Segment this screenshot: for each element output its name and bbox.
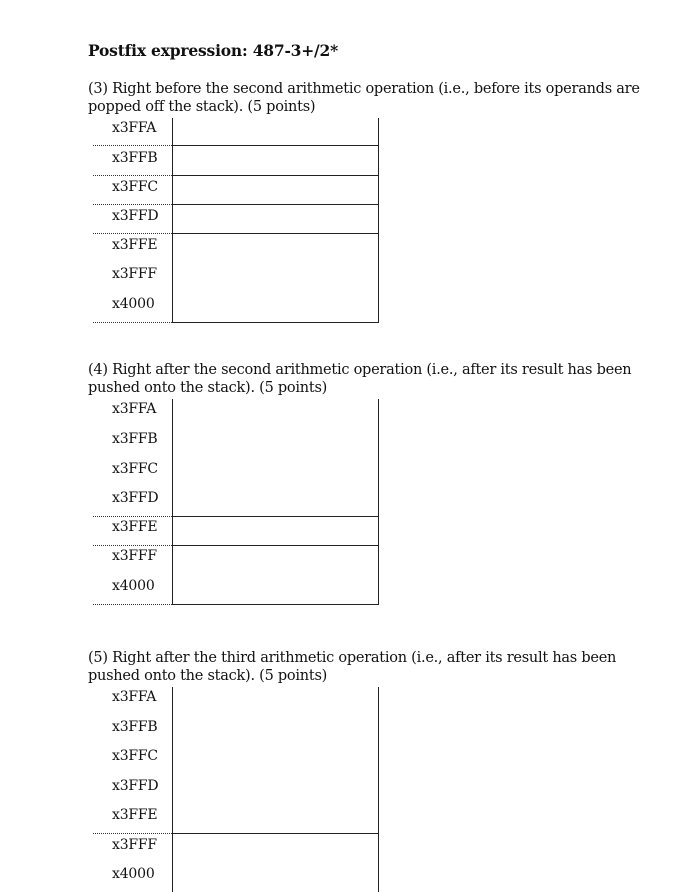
address-label: x4000 bbox=[112, 578, 155, 594]
cell-border-left bbox=[172, 687, 173, 892]
cell-divider bbox=[172, 204, 379, 205]
address-label: x3FFA bbox=[112, 120, 157, 136]
dotted-divider bbox=[93, 145, 172, 146]
address-label: x3FFF bbox=[112, 548, 157, 564]
address-label: x3FFB bbox=[112, 150, 158, 166]
address-label: x3FFC bbox=[112, 179, 158, 195]
question-3-text: (3) Right before the second arithmetic operation (i.e., before its operands are popped off the stack). (5 points) bbox=[88, 81, 640, 115]
cell-divider bbox=[172, 545, 379, 546]
address-label: x3FFE bbox=[112, 519, 158, 535]
cell-border-right bbox=[378, 687, 379, 892]
address-label: x4000 bbox=[112, 866, 155, 882]
cell-border-left bbox=[172, 118, 173, 322]
address-label: x3FFA bbox=[112, 401, 157, 417]
cell-divider bbox=[172, 145, 379, 146]
question-4-text: (4) Right after the second arithmetic operation (i.e., after its result has been pushed onto the stack). (5 points) bbox=[88, 362, 632, 396]
cell-border-right bbox=[378, 118, 379, 322]
dotted-divider bbox=[93, 545, 172, 546]
dotted-divider bbox=[93, 322, 172, 323]
dotted-divider bbox=[93, 833, 172, 834]
cell-border-right bbox=[378, 399, 379, 604]
address-label: x3FFB bbox=[112, 431, 158, 447]
cell-divider bbox=[172, 322, 379, 323]
dotted-divider bbox=[93, 175, 172, 176]
address-label: x3FFC bbox=[112, 461, 158, 477]
address-label: x3FFE bbox=[112, 807, 158, 823]
address-label: x3FFD bbox=[112, 778, 159, 794]
cell-divider bbox=[172, 604, 379, 605]
dotted-divider bbox=[93, 233, 172, 234]
page-title: Postfix expression: 487-3+/2* bbox=[88, 41, 339, 60]
address-label: x3FFC bbox=[112, 748, 158, 764]
address-label: x4000 bbox=[112, 296, 155, 312]
address-label: x3FFE bbox=[112, 237, 158, 253]
cell-divider bbox=[172, 516, 379, 517]
dotted-divider bbox=[93, 604, 172, 605]
dotted-divider bbox=[93, 204, 172, 205]
cell-border-left bbox=[172, 399, 173, 604]
question-5-text: (5) Right after the third arithmetic operation (i.e., after its result has been pushed onto the stack). (5 points) bbox=[88, 650, 617, 684]
address-label: x3FFA bbox=[112, 689, 157, 705]
address-label: x3FFB bbox=[112, 719, 158, 735]
address-label: x3FFD bbox=[112, 490, 159, 506]
cell-divider bbox=[172, 233, 379, 234]
cell-divider bbox=[172, 833, 379, 834]
address-label: x3FFF bbox=[112, 266, 157, 282]
address-label: x3FFD bbox=[112, 208, 159, 224]
cell-divider bbox=[172, 175, 379, 176]
address-label: x3FFF bbox=[112, 837, 157, 853]
dotted-divider bbox=[93, 516, 172, 517]
